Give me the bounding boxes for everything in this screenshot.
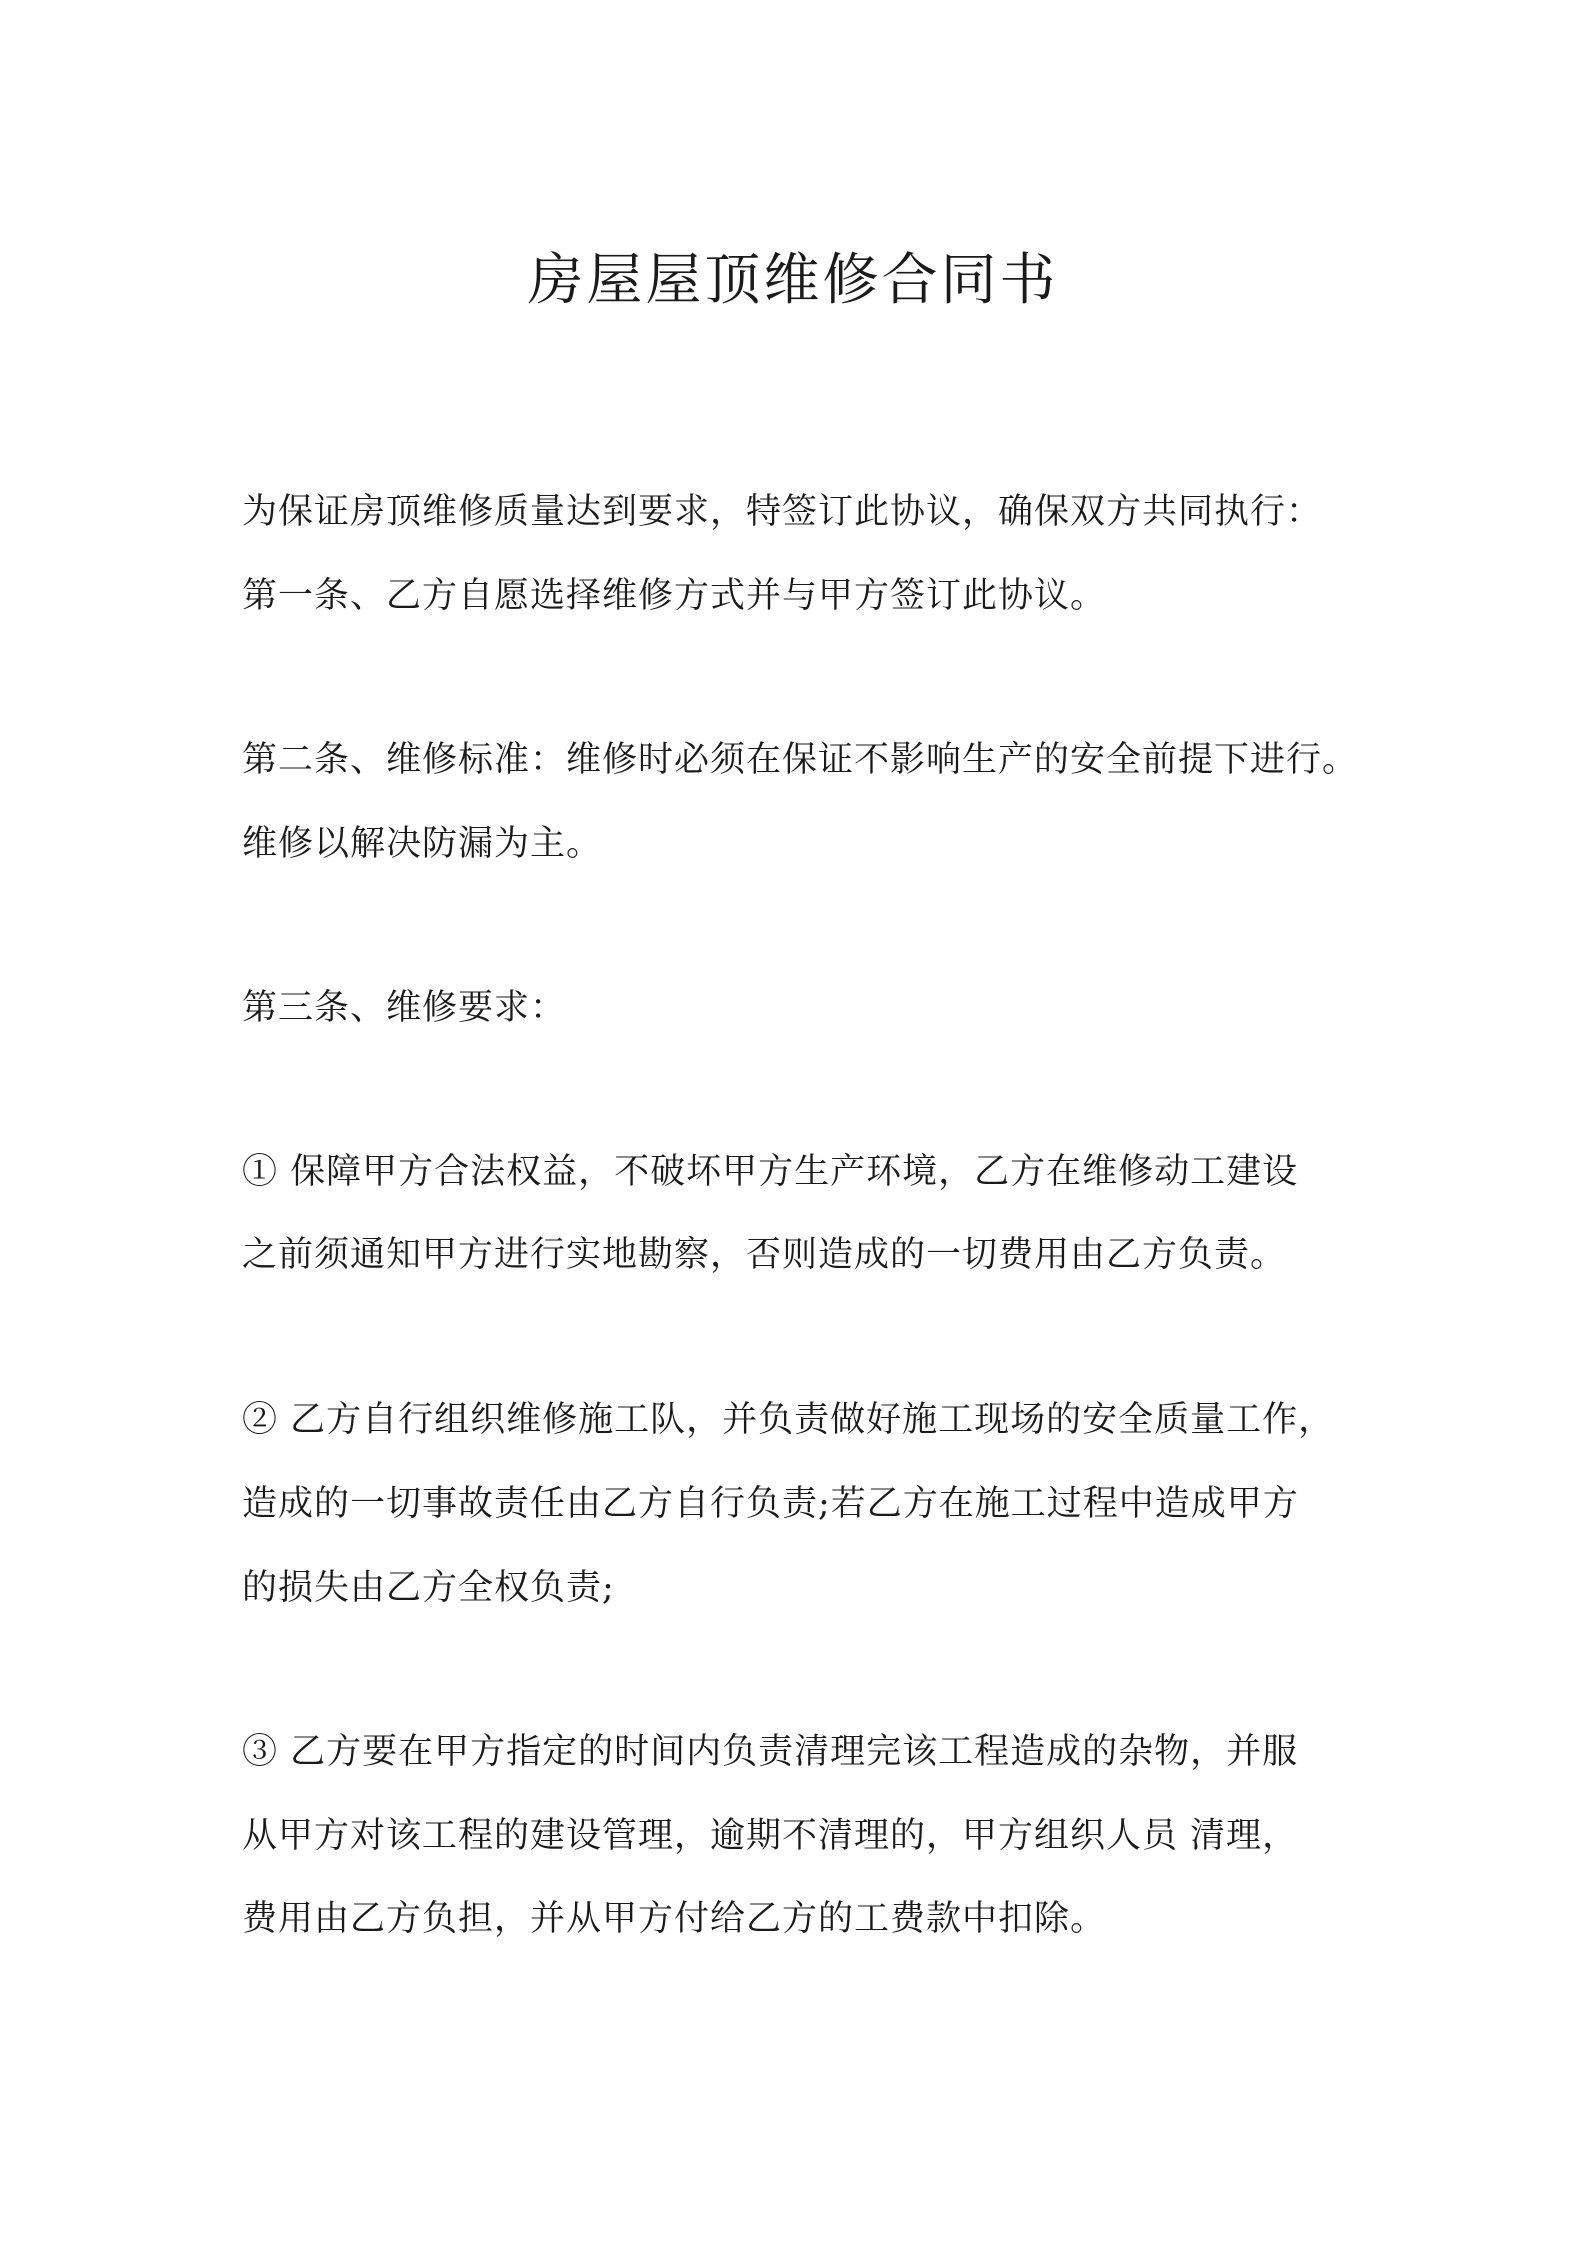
text-line-item-3c: 费用由乙方负担，并从甲方付给乙方的工费款中扣除。 [242, 1899, 1107, 1939]
text-line-article-1: 第一条、乙方自愿选择维修方式并与甲方签订此协议。 [242, 576, 1107, 616]
text-line-intro: 为保证房顶维修质量达到要求，特签订此协议，确保双方共同执行： [242, 492, 1323, 532]
text-line-item-1a: ① 保障甲方合法权益，不破坏甲方生产环境，乙方在维修动工建设 [242, 1152, 1299, 1192]
text-line-article-3: 第三条、维修要求： [242, 988, 567, 1028]
text-line-item-2a: ② 乙方自行组织维修施工队，并负责做好施工现场的安全质量工作， [242, 1400, 1335, 1440]
text-line-item-3a: ③ 乙方要在甲方指定的时间内负责清理完该工程造成的杂物，并服 [242, 1732, 1299, 1772]
text-line-item-2b: 造成的一切事故责任由乙方自行负责;若乙方在施工过程中造成甲方 [242, 1484, 1299, 1524]
document-title: 房屋屋顶维修合同书 [527, 248, 1059, 313]
text-line-item-2c: 的损失由乙方全权负责; [242, 1568, 615, 1608]
text-line-article-2: 第二条、维修标准：维修时必须在保证不影响生产的安全前提下进行。 [242, 740, 1359, 780]
text-line-article-2-cont: 维修以解决防漏为主。 [242, 824, 603, 864]
text-line-item-1b: 之前须通知甲方进行实地勘察，否则造成的一切费用由乙方负责。 [242, 1235, 1287, 1275]
text-line-item-3b: 从甲方对该工程的建设管理，逾期不清理的，甲方组织人员 清理， [242, 1816, 1299, 1856]
